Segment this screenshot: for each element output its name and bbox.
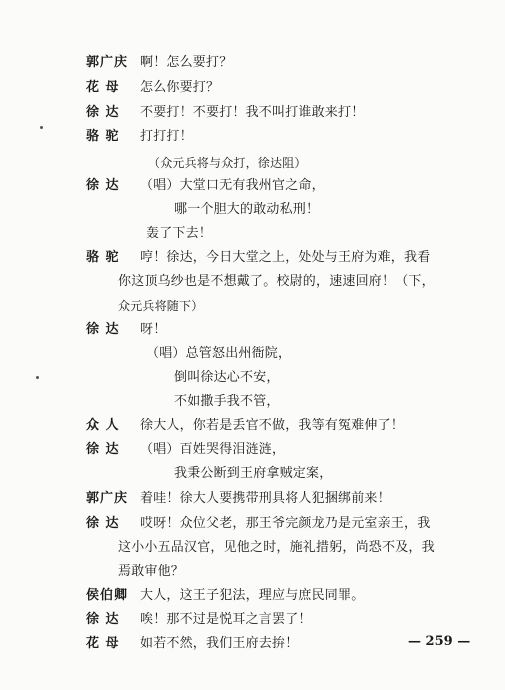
line-text: （唱）百姓哭得泪涟涟， xyxy=(140,442,286,457)
dialogue-line xyxy=(86,250,430,266)
speaker-name: 徐 达 xyxy=(86,612,120,627)
scan-speck xyxy=(36,376,39,379)
dialogue-line xyxy=(86,178,325,194)
verse-line: 倒叫徐达心不安， xyxy=(174,370,280,385)
line-text: 呀！ xyxy=(140,322,167,337)
verse-line: （唱）总管怒出州衙院， xyxy=(146,346,292,361)
speaker-name: 侯伯卿 xyxy=(86,588,129,603)
line-text: 打打打！ xyxy=(140,129,193,144)
speaker-name: 徐 达 xyxy=(86,105,120,120)
dialogue-line xyxy=(86,612,312,628)
speaker-name: 骆 驼 xyxy=(86,250,120,265)
continuation-line: 这小小五品汉官，见他之时，施礼措躬，尚恐不及，我 xyxy=(118,540,435,555)
dialogue-line xyxy=(86,418,404,434)
line-text: （唱）大堂口无有我州官之命， xyxy=(140,178,325,193)
line-text: 大人，这王子犯法，理应与庶民同罪。 xyxy=(140,588,365,603)
line-text: 徐大人，你若是丢官不做，我等有冤难伸了！ xyxy=(140,418,405,433)
speaker-name: 徐 达 xyxy=(86,322,120,337)
speaker-name: 众 人 xyxy=(86,418,120,433)
verse-line: 不如撒手我不管， xyxy=(174,394,280,409)
dialogue-line xyxy=(86,105,364,121)
dialogue-line xyxy=(86,636,298,652)
stage-direction: （众元兵将与众打，徐达阻） xyxy=(148,156,307,170)
line-text: 不要打！不要打！我不叫打谁敢来打！ xyxy=(140,105,365,120)
stage-direction: 众元兵将随下） xyxy=(118,299,204,313)
line-text: 啊！怎么要打？ xyxy=(140,55,233,70)
speaker-name: 骆 驼 xyxy=(86,129,120,144)
speaker-name: 花 母 xyxy=(86,80,120,95)
line-text: 哼！徐达，今日大堂之上，处处与王府为难，我看 xyxy=(140,250,431,265)
dialogue-line xyxy=(86,80,219,96)
line-text: 如若不然，我们王府去拚！ xyxy=(140,636,299,651)
dialogue-line xyxy=(86,55,232,71)
line-text: 哎呀！众位父老，那王爷完颜龙乃是元室亲王，我 xyxy=(140,516,431,531)
line-text: 怎么你要打？ xyxy=(140,80,220,95)
speaker-name: 花 母 xyxy=(86,636,120,651)
line-text: 着哇！徐大人要携带刑具将人犯捆绑前来！ xyxy=(140,491,391,506)
speaker-name: 郭广庆 xyxy=(86,491,129,506)
speaker-name: 徐 达 xyxy=(86,178,120,193)
dialogue-line xyxy=(86,442,285,458)
dialogue-line: 轰了下去！ xyxy=(146,226,213,241)
speaker-name: 徐 达 xyxy=(86,516,120,531)
continuation-line: 焉敢审他？ xyxy=(118,564,185,579)
dialogue-line xyxy=(86,129,193,145)
speaker-name: 徐 达 xyxy=(86,442,120,457)
verse-line: 我秉公断到王府拿贼定案， xyxy=(174,466,333,481)
page-number: — 259 — xyxy=(408,634,471,649)
speaker-name: 郭广庆 xyxy=(86,55,129,70)
verse-line: 哪一个胆大的敢动私刑！ xyxy=(174,202,320,217)
line-text: 唉！那不过是悦耳之言罢了！ xyxy=(140,612,312,627)
dialogue-line xyxy=(86,322,166,338)
continuation-line: 你这顶乌纱也是不想戴了。校尉的，速速回府！（下， xyxy=(118,274,435,289)
dialogue-line xyxy=(86,588,364,604)
dialogue-line xyxy=(86,516,430,532)
scan-speck xyxy=(40,126,43,129)
dialogue-line xyxy=(86,491,391,507)
